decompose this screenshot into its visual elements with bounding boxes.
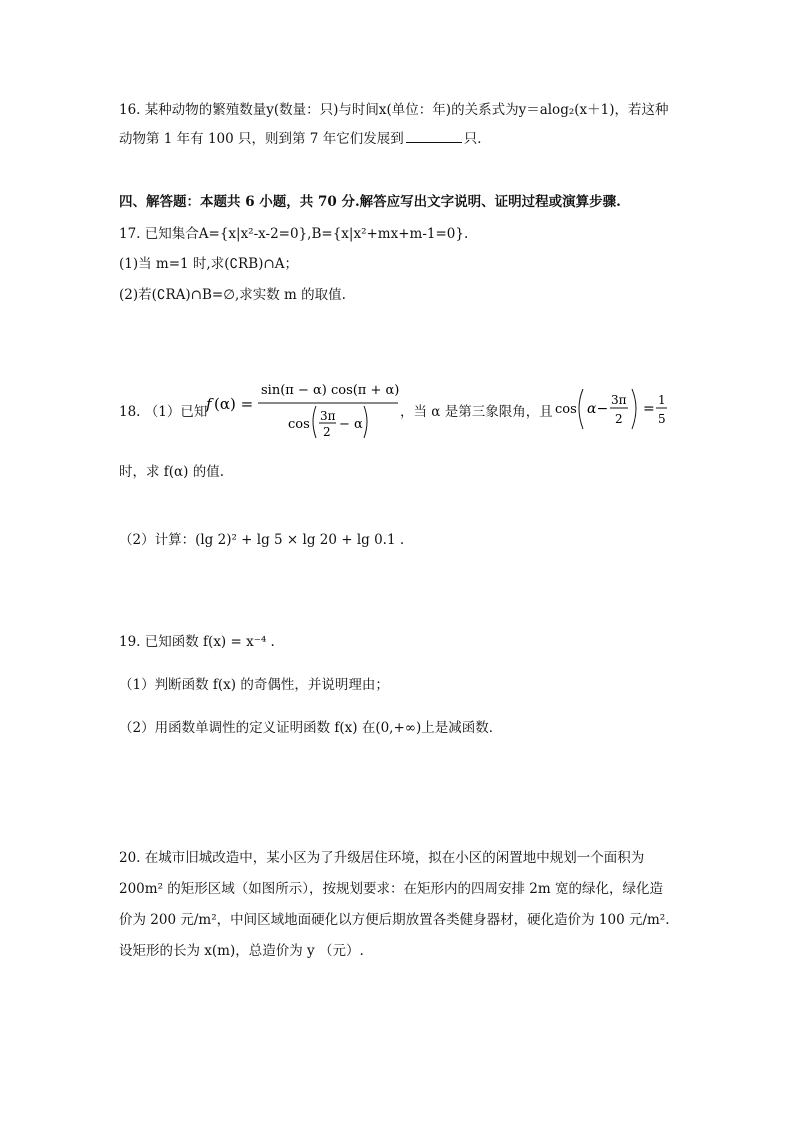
q16-line2-end: 只． [463,131,491,147]
svg-text:3π: 3π [611,393,627,407]
svg-text:2: 2 [615,412,623,426]
q18-after: 时，求 f(α) 的值. [119,464,225,480]
q20-line4: 设矩形的长为 x(m)，总造价为 y （元）. [119,943,364,959]
q17-part2: (2)若(∁RA)∩B=∅,求实数 m 的取值. [119,287,346,303]
q18-part2 [119,528,404,548]
svg-text:=: = [643,401,655,417]
answer-blank [406,130,462,143]
svg-text:cos: cos [555,402,577,417]
q16-line2 [119,127,491,147]
svg-text:f: f [206,395,212,413]
q17-part1: (1)当 m=1 时,求(∁RB)∩A； [119,256,298,272]
svg-text:3π: 3π [320,409,336,423]
q18-part2-expr: (lg 2)² + lg 5 × lg 20 + lg 0.1 . [195,532,405,548]
q18-mid: ，当 α 是第三象限角，且 [400,404,553,420]
q18-function-formula [206,376,401,450]
q17-line1: 17. 已知集合A={x|x²-x-2=0},B={x|x²+mx+m-1=0}. [119,226,469,242]
svg-text:(α) =: (α) = [214,395,254,413]
svg-text:5: 5 [658,412,666,426]
svg-text:2: 2 [323,425,331,439]
q18-label: 18. （1）已知 [119,404,208,420]
svg-text:α−: α− [587,401,609,417]
svg-text:sin(π − α) cos(π + α): sin(π − α) cos(π + α) [261,383,400,398]
q16-line1: 16. 某种动物的繁殖数量y(数量：只)与时间x(单位：年)的关系式为y＝alog₂(x＋1)，若这种 [119,102,669,118]
cos-condition-expr [555,383,670,433]
section-heading: 四、解答题：本题共 6 小题，共 70 分.解答应写出文字说明、证明过程或演算步骤. [119,194,621,210]
q20-line3: 价为 200 元/m²，中间区域地面硬化以方便后期放置各类健身器材，硬化造价为 100 元/m². [119,912,670,928]
q20-line2: 200m² 的矩形区域（如图所示），按规划要求：在矩形内的四周安排 2m 宽的绿化，绿化造 [119,881,663,897]
q18-cos-condition [555,383,670,437]
q19-part2: （2）用函数单调性的定义证明函数 f(x) 在(0,+∞)上是减函数． [119,720,503,736]
q19-part1: （1）判断函数 f(x) 的奇偶性，并说明理由； [119,677,389,693]
f-alpha-fraction [206,376,401,446]
q16-line2-text: 动物第 1 年有 100 只，则到第 7 年它们发展到 [119,131,404,147]
svg-text:− α: − α [339,417,363,432]
svg-text:cos: cos [288,417,310,432]
svg-text:1: 1 [658,393,666,407]
q20-line1: 20. 在城市旧城改造中，某小区为了升级居住环境，拟在小区的闲置地中规划一个面积为 [119,850,645,866]
q19-line1: 19. 已知函数 f(x) = x⁻⁴ . [119,634,275,650]
q18-part2-label: （2）计算： [119,532,196,548]
